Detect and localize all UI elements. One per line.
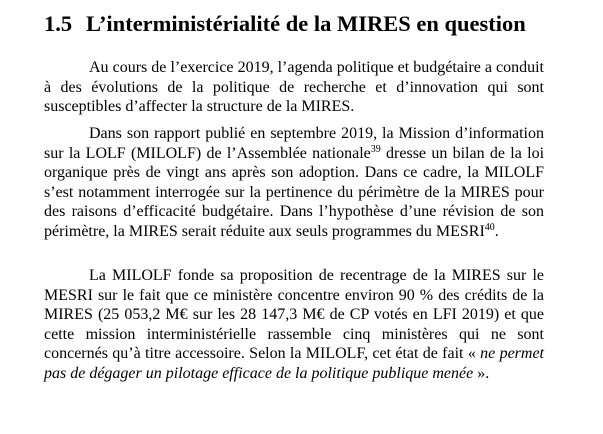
paragraph-3-text-a: La MILOLF fonde sa proposition de recentrage de la MIRES sur le MESRI sur le fait que ce ministère concentre environ 90 % des crédits de la MIRES (25 053,2 M€ sur les 28 147,3 M€ de CP votés en LFI 2019) et que cette mission interministérielle rassemble cinq ministères qui ne sont concernés qu’à titre accessoire. Selon la MILOLF, cet état de fait « — [44, 267, 544, 362]
section-number: 1.5 — [44, 11, 73, 36]
footnote-ref-39[interactable]: 39 — [370, 143, 381, 155]
footnote-ref-40[interactable]: 40 — [484, 221, 495, 233]
section-heading — [44, 9, 526, 39]
paragraph-2-text-c: . — [494, 222, 499, 240]
paragraph-2 — [44, 124, 544, 241]
paragraph-1-text: Au cours de l’exercice 2019, l’agenda politique et budgétaire a conduit à des évolutions de la politique de recherche et d’innovation qui sont susceptibles d’affecter la structure de la MIRES. — [44, 59, 544, 115]
section-title: L’interministérialité de la MIRES en question — [86, 11, 526, 36]
paragraph-2-text-b: dresse un bilan de la loi organique près de vingt ans après son adoption. Dans ce cadre, la MILOLF s’est notamment interrogée sur la pertinence du périmètre de la MIRES pour des raisons d’efficacité budgétaire. Dans l’hypothèse d’une révision de son périmètre, la MIRES serait réduite aux seuls programmes du MESRI — [44, 144, 545, 240]
paragraph-3 — [44, 266, 544, 383]
paragraph-2-text-a: Dans son rapport publié en septembre 2019, la Mission d’information sur la LOLF (MILOLF) de l’Assemblée nationale — [44, 125, 544, 162]
paragraph-1 — [44, 58, 544, 117]
paragraph-3-text-b: ». — [473, 364, 490, 382]
paragraph-3-quote: ne permet pas de dégager un pilotage efficace de la politique publique menée — [44, 345, 545, 382]
